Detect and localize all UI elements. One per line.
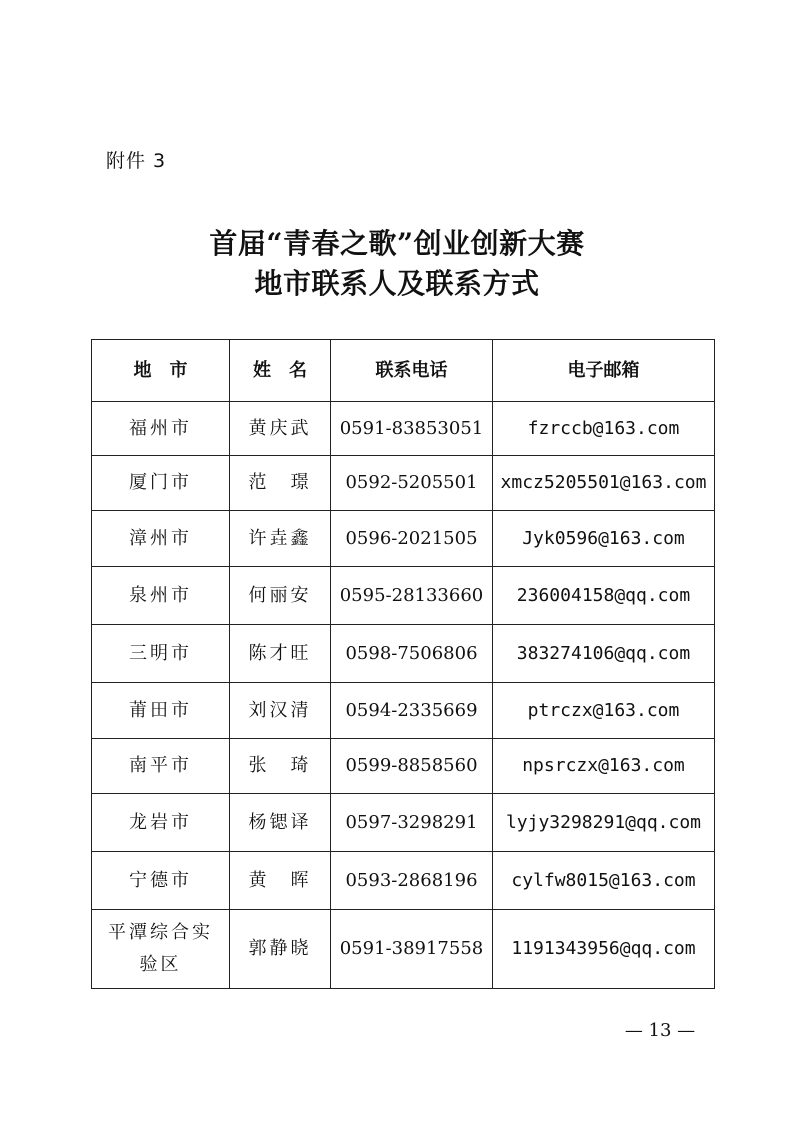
title-line-2: 地市联系人及联系方式 xyxy=(254,267,540,300)
cell-city: 福州市 xyxy=(92,402,230,456)
table-row xyxy=(92,511,715,567)
header-email: 电子邮箱 xyxy=(493,340,715,402)
contacts-table xyxy=(91,339,715,989)
cell-phone: 0596-2021505 xyxy=(331,511,493,567)
table-row xyxy=(92,567,715,625)
cell-phone: 0592-5205501 xyxy=(331,456,493,511)
cell-email: 236004158@qq.com xyxy=(493,567,715,625)
cell-name: 刘汉清 xyxy=(230,683,331,739)
cell-email: Jyk0596@163.com xyxy=(493,511,715,567)
cell-email: npsrczx@163.com xyxy=(493,739,715,794)
document-title xyxy=(0,224,794,304)
table-row xyxy=(92,625,715,683)
cell-email: lyjy3298291@qq.com xyxy=(493,794,715,852)
cell-email: xmcz5205501@163.com xyxy=(493,456,715,511)
table-row xyxy=(92,456,715,511)
cell-name: 黄庆武 xyxy=(230,402,331,456)
cell-city: 三明市 xyxy=(92,625,230,683)
cell-name: 黄 晖 xyxy=(230,852,331,910)
cell-name: 陈才旺 xyxy=(230,625,331,683)
table-row xyxy=(92,910,715,989)
title-line-1: 首届“青春之歌”创业创新大赛 xyxy=(209,227,585,260)
cell-name: 许垚鑫 xyxy=(230,511,331,567)
cell-phone: 0594-2335669 xyxy=(331,683,493,739)
cell-name: 郭静晓 xyxy=(230,910,331,989)
cell-name: 范 璟 xyxy=(230,456,331,511)
page-number: — 13 — xyxy=(624,1020,696,1041)
cell-email: fzrccb@163.com xyxy=(493,402,715,456)
cell-phone: 0591-83853051 xyxy=(331,402,493,456)
table-row xyxy=(92,852,715,910)
cell-city: 莆田市 xyxy=(92,683,230,739)
cell-phone: 0593-2868196 xyxy=(331,852,493,910)
cell-city: 泉州市 xyxy=(92,567,230,625)
table-header-row xyxy=(92,340,715,402)
table-row xyxy=(92,739,715,794)
attachment-label: 附件 3 xyxy=(106,150,167,172)
cell-email: cylfw8015@163.com xyxy=(493,852,715,910)
cell-city: 漳州市 xyxy=(92,511,230,567)
cell-city: 宁德市 xyxy=(92,852,230,910)
cell-city: 厦门市 xyxy=(92,456,230,511)
table-row xyxy=(92,683,715,739)
header-phone: 联系电话 xyxy=(331,340,493,402)
cell-email: 383274106@qq.com xyxy=(493,625,715,683)
cell-phone: 0599-8858560 xyxy=(331,739,493,794)
cell-city: 龙岩市 xyxy=(92,794,230,852)
table-row xyxy=(92,794,715,852)
header-name: 姓 名 xyxy=(230,340,331,402)
cell-email: ptrczx@163.com xyxy=(493,683,715,739)
cell-city: 南平市 xyxy=(92,739,230,794)
cell-phone: 0595-28133660 xyxy=(331,567,493,625)
cell-phone: 0591-38917558 xyxy=(331,910,493,989)
table-row xyxy=(92,402,715,456)
cell-email: 1191343956@qq.com xyxy=(493,910,715,989)
cell-name: 杨锶译 xyxy=(230,794,331,852)
cell-phone: 0597-3298291 xyxy=(331,794,493,852)
cell-name: 张 琦 xyxy=(230,739,331,794)
header-city: 地 市 xyxy=(92,340,230,402)
cell-name: 何丽安 xyxy=(230,567,331,625)
cell-phone: 0598-7506806 xyxy=(331,625,493,683)
cell-city: 平潭综合实验区 xyxy=(92,910,230,989)
